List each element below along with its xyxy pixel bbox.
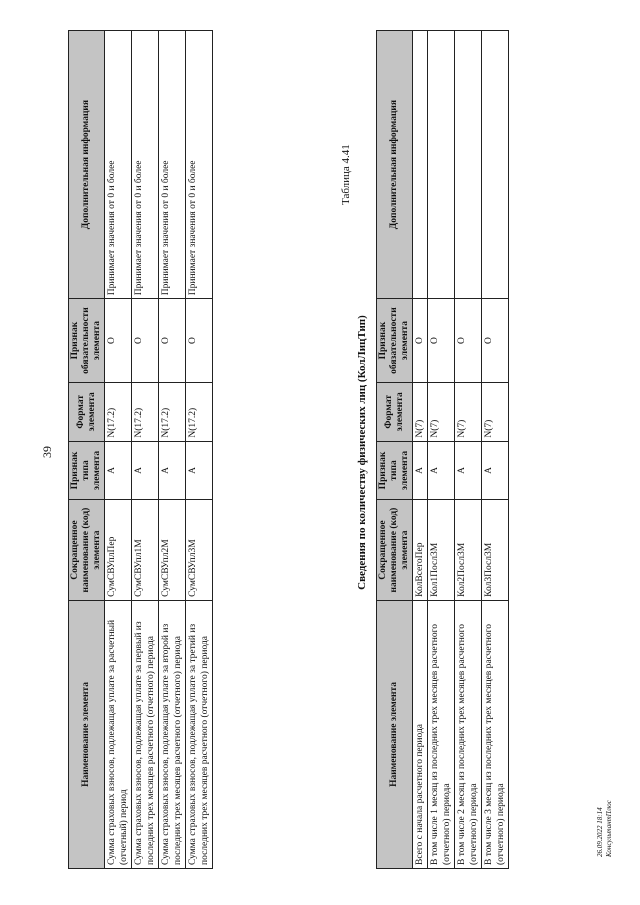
header-type: Признак типа элемента [377,441,413,500]
table-row [413,31,428,869]
header-code: Сокращенное наименование (код) элемента [69,500,105,601]
header-format: Формат элемента [69,382,105,441]
header-format: Формат элемента [377,382,413,441]
cell-code: СумСВУплПер [105,500,132,601]
cell-name: В том числе 1 месяц из последних трех месяцев расчетного (отчетного) периода [428,600,455,868]
footer-stamp [596,800,614,857]
cell-name: В том числе 3 месяц из последних трех месяцев расчетного (отчетного) периода [482,600,509,868]
cell-type: А [428,441,455,500]
cell-required: О [482,299,509,383]
cell-type: А [105,441,132,500]
page-number: 39 [40,446,54,458]
cell-required: О [413,299,428,383]
table-header-row [69,31,105,869]
cell-code: СумСВУпл1М [132,500,159,601]
table-row [428,31,455,869]
cell-type: А [455,441,482,500]
table-number: Таблица 4.41 [340,144,352,205]
persons-count-table [376,30,509,869]
cell-info [413,31,428,299]
elements-table [68,30,213,869]
table-row [132,31,159,869]
cell-name: Сумма страховых взносов, подлежащая уплате за первый из последних трех месяцев расчетного (отчетного) периода [132,600,159,868]
cell-required: О [428,299,455,383]
cell-type: А [413,441,428,500]
cell-info [482,31,509,299]
cell-code: Кол1Посл3М [428,500,455,601]
cell-format: N(7) [413,382,428,441]
table-caption: Сведения по количеству физических лиц (КолЛицТип) [356,315,368,590]
table-row [482,31,509,869]
footer-date: 26.09.2022 18:14 [596,807,604,857]
cell-type: А [186,441,213,500]
cell-format: N(17.2) [159,382,186,441]
cell-info: Принимает значения от 0 и более [105,31,132,299]
cell-code: Кол2Посл3М [455,500,482,601]
table-row [105,31,132,869]
cell-format: N(7) [482,382,509,441]
cell-required: О [132,299,159,383]
table-header-row [377,31,413,869]
cell-required: О [455,299,482,383]
header-info: Дополнительная информация [69,31,105,299]
header-required: Признак обязательности элемента [69,299,105,383]
cell-info: Принимает значения от 0 и более [159,31,186,299]
cell-format: N(17.2) [186,382,213,441]
cell-info: Принимает значения от 0 и более [186,31,213,299]
cell-code: СумСВУпл3М [186,500,213,601]
cell-code: КолВсегоПер [413,500,428,601]
cell-type: А [482,441,509,500]
cell-format: N(17.2) [132,382,159,441]
cell-code: Кол3Посл3М [482,500,509,601]
cell-required: О [105,299,132,383]
table-row [186,31,213,869]
cell-info [428,31,455,299]
cell-format: N(17.2) [105,382,132,441]
cell-name: Сумма страховых взносов, подлежащая уплате за расчетный (отчетный) период [105,600,132,868]
header-code: Сокращенное наименование (код) элемента [377,500,413,601]
cell-type: А [132,441,159,500]
table-row [455,31,482,869]
header-info: Дополнительная информация [377,31,413,299]
cell-name: Всего с начала расчетного периода [413,600,428,868]
header-name: Наименование элемента [69,600,105,868]
cell-type: А [159,441,186,500]
table-row [159,31,186,869]
cell-format: N(7) [428,382,455,441]
cell-name: Сумма страховых взносов, подлежащая уплате за второй из последних трех месяцев расчетного (отчетного) периода [159,600,186,868]
cell-info: Принимает значения от 0 и более [132,31,159,299]
cell-required: О [159,299,186,383]
header-type: Признак типа элемента [69,441,105,500]
cell-format: N(7) [455,382,482,441]
header-required: Признак обязательности элемента [377,299,413,383]
cell-code: СумСВУпл2М [159,500,186,601]
cell-name: В том числе 2 месяц из последних трех месяцев расчетного (отчетного) периода [455,600,482,868]
footer-source: КонсультантПлюс [605,800,613,857]
cell-required: О [186,299,213,383]
cell-info [455,31,482,299]
cell-name: Сумма страховых взносов, подлежащая уплате за третий из последних трех месяцев расчетного (отчетного) периода [186,600,213,868]
header-name: Наименование элемента [377,600,413,868]
